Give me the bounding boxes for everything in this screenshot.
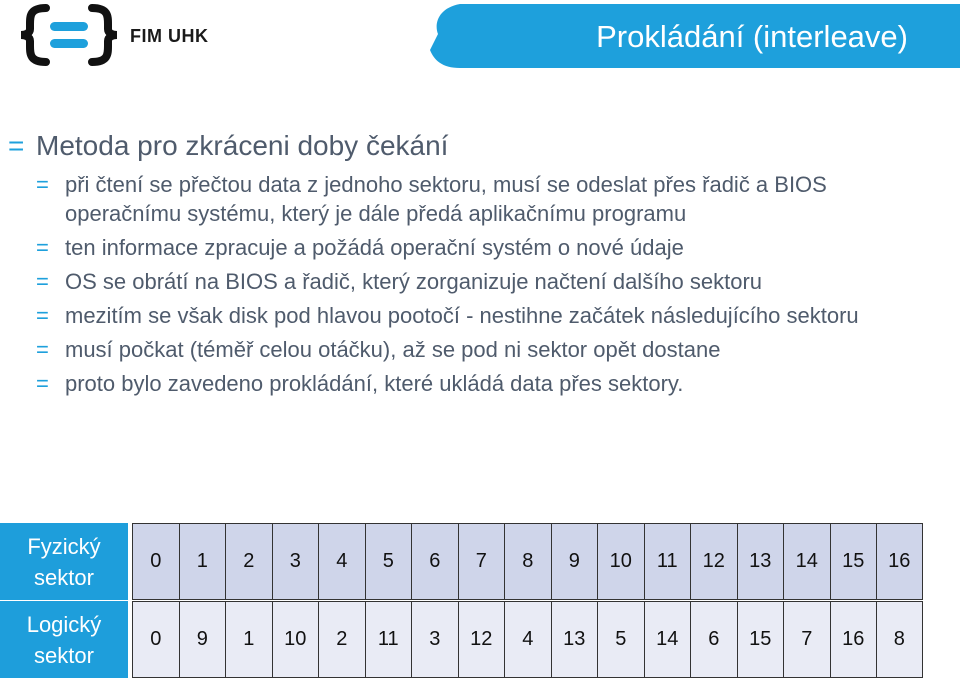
logical-sector-cell: 11 xyxy=(365,601,412,678)
logical-sector-cell: 4 xyxy=(504,601,551,678)
title-banner xyxy=(430,4,960,68)
main-heading: Metoda pro zkráceni doby čekání xyxy=(36,130,449,161)
physical-sector-cell: 9 xyxy=(551,523,598,600)
logical-sector-cell: 9 xyxy=(179,601,226,678)
sub-bullet xyxy=(0,233,905,262)
logical-sector-cell: 13 xyxy=(551,601,598,678)
sub-bullet-text: proto bylo zavedeno prokládání, které ukládá data přes sektory. xyxy=(65,371,684,396)
sub-bullet xyxy=(0,170,905,228)
slide-content xyxy=(0,128,960,403)
logical-sector-cell: 6 xyxy=(690,601,737,678)
logical-sector-cell: 14 xyxy=(644,601,691,678)
fim-logo xyxy=(16,2,216,66)
logical-sector-cell: 2 xyxy=(318,601,365,678)
logical-sector-cell: 5 xyxy=(597,601,644,678)
physical-sector-cell: 8 xyxy=(504,523,551,600)
logical-sector-row xyxy=(0,601,926,678)
physical-sector-cell: 4 xyxy=(318,523,365,600)
bullet-marker: = xyxy=(36,235,49,260)
bullet-marker: = xyxy=(36,172,49,197)
physical-sector-cell: 0 xyxy=(132,523,179,600)
bullet-marker: = xyxy=(36,269,49,294)
physical-sector-cell: 12 xyxy=(690,523,737,600)
row-header-logical: Logický sektor xyxy=(0,601,128,678)
bullet-marker: = xyxy=(36,337,49,362)
bullet-marker: = xyxy=(36,303,49,328)
logical-sector-cell: 12 xyxy=(458,601,505,678)
bullet-marker: = xyxy=(36,371,49,396)
physical-sector-cell: 3 xyxy=(272,523,319,600)
sub-bullet-text: při čtení se přečtou data z jednoho sektoru, musí se odeslat přes řadič a BIOS operačnímu systému, který je dále předá aplikačnímu programu xyxy=(65,172,827,226)
logical-sector-cell: 7 xyxy=(783,601,830,678)
physical-sector-cell: 2 xyxy=(225,523,272,600)
physical-sector-cell: 16 xyxy=(876,523,923,600)
logo-text: FIM UHK xyxy=(130,26,209,46)
physical-sector-cell: 5 xyxy=(365,523,412,600)
row-header-physical: Fyzický sektor xyxy=(0,523,128,600)
sub-bullet-text: OS se obrátí na BIOS a řadič, který zorganizuje načtení dalšího sektoru xyxy=(65,269,763,294)
braces-equals-icon xyxy=(16,2,126,68)
physical-sector-cell: 13 xyxy=(737,523,784,600)
sub-bullet-text: musí počkat (téměř celou otáčku), až se pod ni sektor opět dostane xyxy=(65,337,721,362)
physical-sector-cell: 11 xyxy=(644,523,691,600)
logical-sector-cell: 1 xyxy=(225,601,272,678)
sub-bullet-text: mezitím se však disk pod hlavou pootočí - nestihne začátek následujícího sektoru xyxy=(65,303,859,328)
sub-bullet xyxy=(0,335,905,364)
logical-sector-cell: 15 xyxy=(737,601,784,678)
sub-bullet-text: ten informace zpracuje a požádá operační systém o nové údaje xyxy=(65,235,684,260)
logical-sector-cell: 16 xyxy=(830,601,877,678)
physical-sector-cell: 15 xyxy=(830,523,877,600)
interleave-table xyxy=(0,523,926,678)
physical-cells xyxy=(132,523,923,600)
logical-sector-cell: 10 xyxy=(272,601,319,678)
logical-cells xyxy=(132,601,923,678)
sub-bullet xyxy=(0,267,905,296)
sub-bullet xyxy=(0,369,905,398)
bullet-marker: = xyxy=(8,130,25,161)
logical-sector-cell: 8 xyxy=(876,601,923,678)
physical-sector-cell: 1 xyxy=(179,523,226,600)
logical-sector-cell: 0 xyxy=(132,601,179,678)
logical-sector-cell: 3 xyxy=(411,601,458,678)
page-title: Prokládání (interleave) xyxy=(596,19,908,54)
physical-sector-cell: 7 xyxy=(458,523,505,600)
physical-sector-cell: 10 xyxy=(597,523,644,600)
physical-sector-cell: 6 xyxy=(411,523,458,600)
physical-sector-cell: 14 xyxy=(783,523,830,600)
sub-bullet xyxy=(0,301,905,330)
physical-sector-row xyxy=(0,523,926,600)
main-bullet xyxy=(0,128,960,164)
